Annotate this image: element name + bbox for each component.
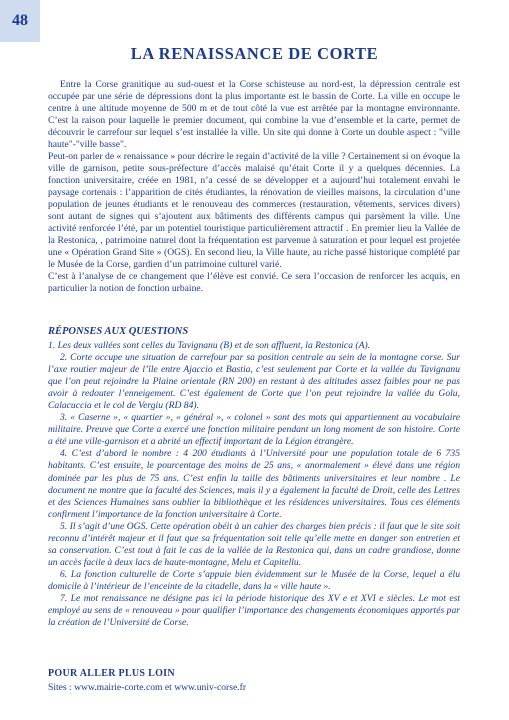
answer-item: 2. Corte occupe une situation de carrefour par sa position centrale au sein de la montagne corse. Sur l’axe routier majeur de l’île entre Ajaccio et Bastia, c’est seulement par Corte et la vallée du Tavignanu que l’on peut rejoindre la Plaine orientale (RN 200) en restant à des altitudes assez faibles pour ne pas avoir à redouter l’enneigement. C’est également de Corte que l’on peut rejoindre la vallée du Golu, Calacuccia et le col de Vergiu (RD 84).: [48, 352, 460, 412]
answer-item: 4. C’est d’abord le nombre : 4 200 étudiants à l’Université pour une population totale de 6 735 habitants. C’est ensuite, le pourcentage des moins de 25 ans, « anormalement » élevé dans une région dominée par les plus de 75 ans. C’est enfin la taille des bâtiments universitaires et leur nombre . Le document ne montre que la faculté des Sciences, mais il y a également la faculté de Droit, celle des Lettres et des Sciences Humaines sans oublier la bibliothèque et les résidences universitaires. Tous ces éléments confirment l’importance de la fonction universitaire à Corte.: [48, 448, 460, 520]
answer-item: 7. Le mot renaissance ne désigne pas ici la période historique des XV e et XVI e siècles. Le mot est employé au sens de « renouveau » pour qualifier l’importance des changements économiques apportés par la création de l’Université de Corse.: [48, 592, 460, 629]
answers-list: [48, 340, 460, 629]
answer-item: 3. « Caserne », « quartier », « général », « colonel » sont des mots qui appartiennent au vocabulaire militaire. Preuve que Corte a exercé une fonction militaire pendant un long moment de son histoire. Corte a été une ville-garnison et a abrité un effectif important de la Légion étrangère.: [48, 412, 460, 448]
further-heading: POUR ALLER PLUS LOIN: [48, 668, 175, 679]
answer-item: 1. Les deux vallées sont celles du Tavignanu (B) et de son affluent, la Restonica (A).: [48, 340, 371, 351]
page-number: 48: [0, 0, 40, 42]
intro-text: [48, 79, 460, 295]
intro-paragraph-3: C’est à l’analyse de ce changement que l’élève est convié. Ce sera l’occasion de renforcer les acquis, en particulier la notion de fonction urbaine.: [48, 271, 460, 294]
answer-item: 6. La fonction culturelle de Corte s’appuie bien évidemment sur le Musée de la Corse, lequel a élu domicile à l’intérieur de l’enceinte de la citadelle, dans la « ville haute ».: [48, 568, 460, 592]
page-title: LA RENAISSANCE DE CORTE: [130, 44, 379, 63]
answer-item: 5. Il s’agit d’une OGS. Cette opération obéit à un cahier des charges bien précis : il faut que le site soit reconnu d’intérêt majeur et il faut que sa fréquentation soit telle qu’elle mette en danger son entretien et sa conservation. C’est tout à fait le cas de la vallée de la Restonica qui, dans un cadre grandiose, donne un accès facile à deux lacs de haute-montagne, Melu et Capitellu.: [48, 520, 460, 568]
further-sites: Sites : www.mairie-corte.com et www.univ-corse.fr: [48, 682, 247, 693]
intro-paragraph-1: Entre la Corse granitique au sud-ouest et la Corse schisteuse au nord-est, la dépression centrale est occupée par une série de dépressions dont la plus importante est le bassin de Corte. La ville en occupe le centre à une altitude moyenne de 500 m et de tout côté la vue est arrêtée par la montagne environnante. C’est la raison pour laquelle le premier document, qui combine la vue d’ensemble et la carte, permet de découvrir le carrefour sur lequel s’est installée la ville. Un site qui donne à Corte un double aspect : "ville haute"-"ville basse".: [48, 79, 460, 150]
intro-paragraph-2: Peut-on parler de « renaissance » pour décrire le regain d’activité de la ville ? Certainement si on évoque la ville de garnison, petite sous-préfecture d’accès malaisé qu’était Corte il y a quelques décennies. La fonction universitaire, créée en 1981, n’a cessé de se développer et a aujourd’hui totalement envahi le paysage cortenais : l’apparition de cités étudiantes, la rénovation de vieilles maisons, la circulation d’une population de jeunes étudiants et le renouveau des commerces (restauration, vêtements, services divers) sont autant de signes qui s’ajoutent aux bâtiments des différents campus qui parsèment la ville. Une activité renforcée l’été, par un potentiel touristique particulièrement attractif . En premier lieu la Vallée de la Restonica, , patrimoine naturel dont la fréquentation est parvenue à saturation et pour lequel est projetée une « Opération Grand Site » (OGS). En second lieu, la Ville haute, au riche passé historique complété par le Musée de la Corse, gardien d’un patrimoine culturel varié.: [48, 151, 460, 270]
answers-heading: RÉPONSES AUX QUESTIONS: [48, 326, 189, 337]
